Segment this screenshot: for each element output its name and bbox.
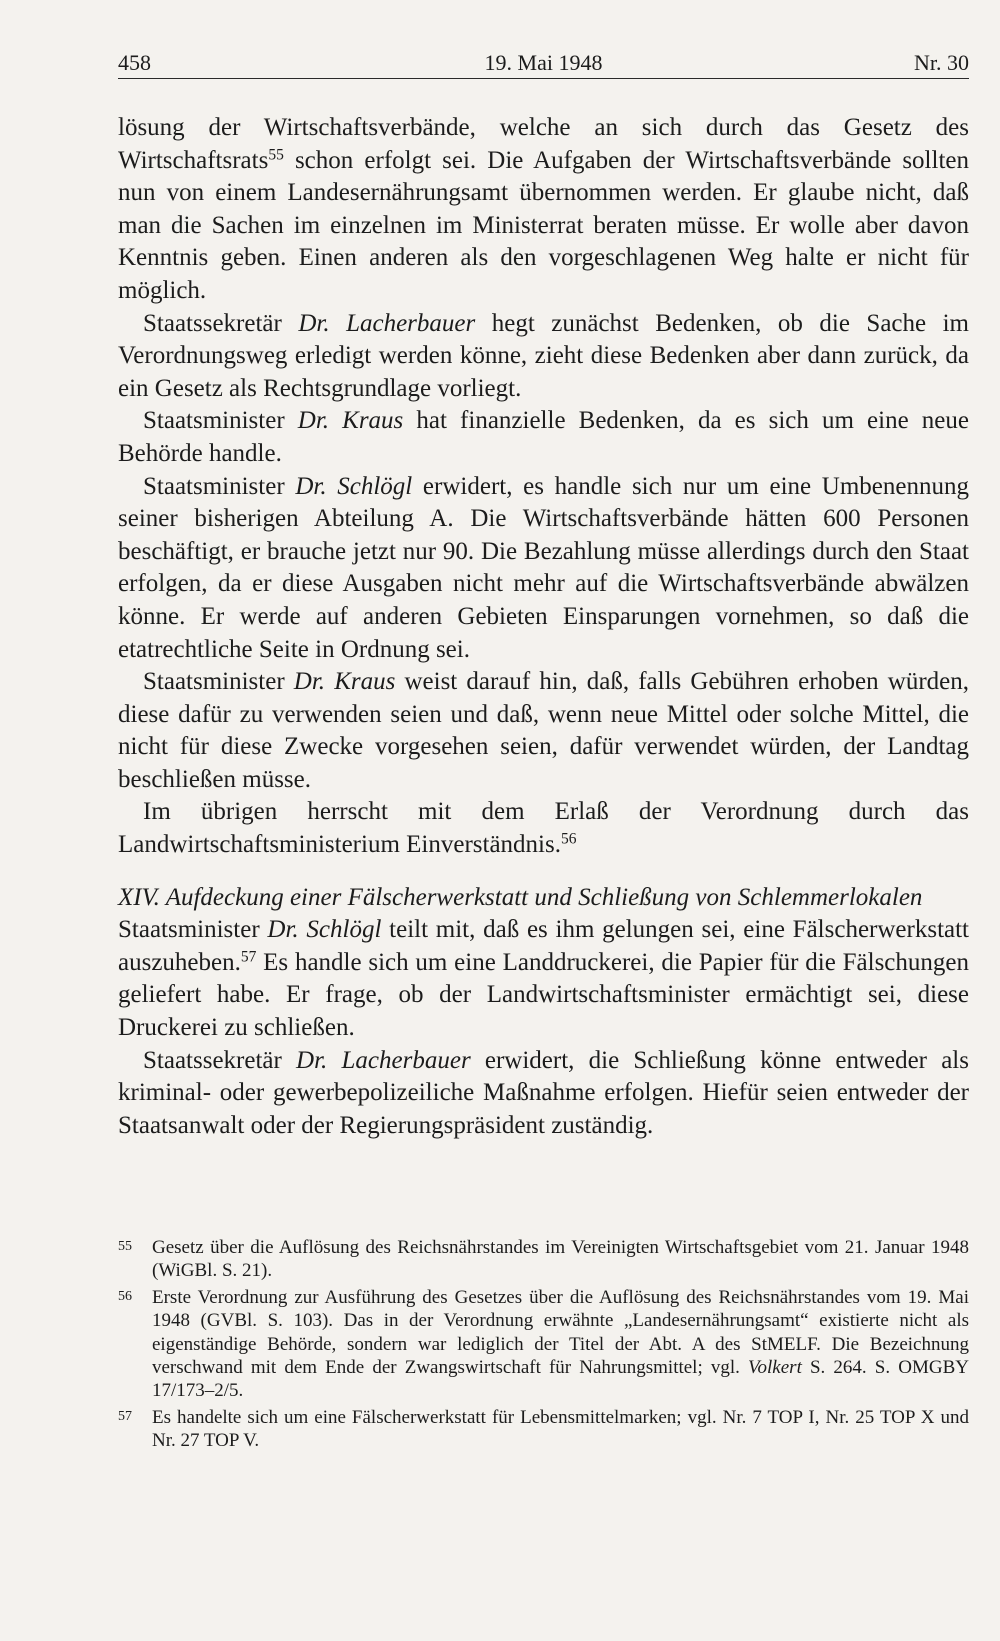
speaker-name: Dr. Kraus [293, 668, 396, 696]
footnote [118, 1236, 969, 1283]
footnote [118, 1406, 969, 1453]
paragraph: Im übrigen herrscht mit dem Erlaß der Verordnung durch das Landwirtschaftsministerium Einverständnis.$^{56}$ [118, 798, 969, 859]
footnote-text-after: S. 264. S. OMGBY 17/173–2/5. [152, 1357, 969, 1402]
paragraph: lösung der Wirtschaftsverbände, welche an sich durch das Gesetz des Wirtschaftsrats$^{55}$ schon erfolgt sei. Die Aufgaben der Wirtschaftsverbände sollten nun von einem Landesernährungsamt übernommen werden. Er glaube nicht, daß man die Sachen im einzelnen im Ministerrat beraten müsse. Er wolle aber davon Kenntnis geben. Einen anderen als den vorgeschlagenen Weg halte er nicht für möglich. [118, 114, 969, 304]
footnote-text: Erste Verordnung zur Ausführung des Gesetzes über die Auflösung des Reichsnährstandes vom 19. Mai 1948 (GVBl. S. 103). Das in der Verordnung erwähnte „Landesernährungsamt“ existierte nicht als eigenständige Behörde, sondern war lediglich der Titel der Abt. A des StMELF. Die Bezeichnung verschwand mit dem Ende der Zwangswirtschaft für Nahrungsmittel; vgl. [152, 1286, 969, 1379]
speaker-name: Dr. Lacherbauer [298, 309, 476, 337]
paragraph: Staatsminister Dr. Kraus weist darauf hin, daß, falls Gebühren erhoben würden, diese dafür zu verwenden seien und daß, wenn neue Mittel oder solche Mittel, die nicht für diese Zwecke vorgesehen seien, dafür verwendet würden, der Landtag beschließen müsse. [118, 668, 969, 793]
footnote [118, 1286, 969, 1403]
document-number: Nr. 30 [914, 50, 969, 75]
paragraph: Staatsminister Dr. Kraus hat finanzielle Bedenken, da es sich um eine neue Behörde handle. [118, 407, 969, 467]
footnote-ref: 57 [240, 948, 257, 966]
footnote-number: 57 [118, 1408, 132, 1424]
speaker-name: Dr. Kraus [297, 407, 404, 435]
footnote-text: Es handelte sich um eine Fälscherwerkstatt für Lebensmittelmarken; vgl. Nr. 7 TOP I, Nr. 25 TOP X und Nr. 27 TOP V. [152, 1406, 969, 1452]
footnote-ref: 56 [560, 830, 577, 848]
page-number: 458 [118, 50, 151, 75]
citation-author: Volkert [748, 1357, 802, 1379]
footnote-ref: 55 [268, 146, 284, 164]
speaker-name: Dr. Schlögl [267, 916, 382, 944]
paragraph: Staatssekretär Dr. Lacherbauer erwidert, die Schließung könne entweder als kriminal- oder gewerbepolizeiliche Maßnahme erfolgen. Hiefür seien entweder der Staatsanwalt oder der Regierungspräsident zuständig. [118, 1046, 969, 1139]
footnote-number: 56 [118, 1288, 132, 1304]
footnotes [118, 1236, 969, 1456]
paragraph: Staatsminister Dr. Schlögl teilt mit, daß es ihm gelungen sei, eine Fälscherwerkstatt auszuheben.$^{57}$ Es handle sich um eine Landdruckerei, die Papier für die Fälschungen geliefert habe. Er frage, ob der Landwirtschaftsminister ermächtigt sei, diese Druckerei zu schließen. [118, 916, 970, 1042]
footnote-number: 55 [118, 1239, 132, 1254]
speaker-name: Dr. Lacherbauer [296, 1046, 471, 1074]
section-heading: XIV. Aufdeckung einer Fälscherwerkstatt und Schließung von Schlemmerlokalen [118, 883, 923, 911]
paragraph: Staatssekretär Dr. Lacherbauer hegt zunächst Bedenken, ob die Sache im Verordnungsweg erledigt werden könne, zieht diese Bedenken aber dann zurück, da ein Gesetz als Rechtsgrundlage vorliegt. [118, 309, 969, 402]
speaker-name: Dr. Schlögl [295, 472, 413, 500]
running-header [118, 46, 969, 79]
footnote-text: Gesetz über die Auflösung des Reichsnährstandes im Vereinigten Wirtschaftsgebiet vom 21. Januar 1948 (WiGBl. S. 21). [152, 1237, 969, 1282]
header-date: 19. Mai 1948 [484, 50, 603, 75]
paragraph: Staatsminister Dr. Schlögl erwidert, es handle sich nur um eine Umbenennung seiner bisherigen Abteilung A. Die Wirtschaftsverbände hätten 600 Personen beschäftigt, er brauche jetzt nur 90. Die Bezahlung müsse allerdings durch den Staat erfolgen, da er diese Ausgaben nicht mehr auf die Wirtschaftsverbände abwälzen könne. Er werde auf anderen Gebieten Einsparungen vornehmen, so daß die etatrechtliche Seite in Ordnung sei. [118, 472, 969, 663]
body-text [118, 112, 969, 1142]
